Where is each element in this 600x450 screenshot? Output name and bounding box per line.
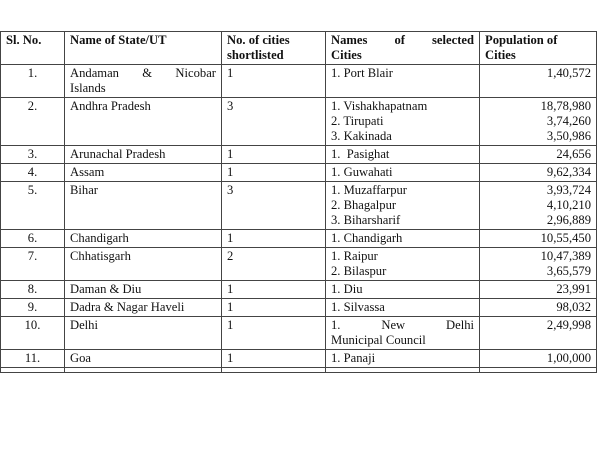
table-row (1, 281, 597, 299)
population-cell: 10,55,450 (480, 230, 597, 248)
header-population (480, 32, 597, 65)
partial-cell (222, 368, 326, 373)
cities-cell (326, 317, 480, 350)
cities-cell: 1. Chandigarh (326, 230, 480, 248)
table-row (1, 230, 597, 248)
count-cell: 1 (222, 230, 326, 248)
header-selected-cities (326, 32, 480, 65)
population-cell: 24,656 (480, 146, 597, 164)
count-cell: 1 (222, 317, 326, 350)
state-cell: Delhi (65, 317, 222, 350)
table-header-row (1, 32, 597, 65)
header-count-line2: shortlisted (227, 48, 284, 62)
cities-cell: 1. Guwahati (326, 164, 480, 182)
table-row (1, 98, 597, 146)
cities-cell: 1. Diu (326, 281, 480, 299)
table-row (1, 182, 597, 230)
sl-cell: 8. (1, 281, 65, 299)
count-cell: 1 (222, 350, 326, 368)
population-cell: 18,78,980 3,74,260 3,50,986 (480, 98, 597, 146)
header-cities-count (222, 32, 326, 65)
table-row-partial (1, 368, 597, 373)
state-cell: Chhatisgarh (65, 248, 222, 281)
city-line2: Municipal Council (331, 333, 426, 347)
population-cell: 98,032 (480, 299, 597, 317)
city-line1: 1. New Delhi (331, 318, 474, 332)
state-line1: Andaman & Nicobar (70, 66, 216, 80)
table-row (1, 248, 597, 281)
count-cell: 3 (222, 182, 326, 230)
state-cell: Bihar (65, 182, 222, 230)
cities-cell: 1. Port Blair (326, 65, 480, 98)
sl-cell: 7. (1, 248, 65, 281)
table-row (1, 299, 597, 317)
cities-cell: 1. Silvassa (326, 299, 480, 317)
state-line2: Islands (70, 81, 106, 95)
population-cell: 2,49,998 (480, 317, 597, 350)
header-sl-no: Sl. No. (1, 32, 65, 65)
state-cell: Goa (65, 350, 222, 368)
state-cell: Daman & Diu (65, 281, 222, 299)
population-cell: 10,47,389 3,65,579 (480, 248, 597, 281)
header-pop-line1: Population of (485, 33, 558, 47)
population-cell: 9,62,334 (480, 164, 597, 182)
sl-cell: 3. (1, 146, 65, 164)
sl-cell: 10. (1, 317, 65, 350)
table-row (1, 65, 597, 98)
partial-cell (65, 368, 222, 373)
count-cell: 1 (222, 146, 326, 164)
header-state-name: Name of State/UT (65, 32, 222, 65)
header-names-line1: Names of selected (331, 33, 474, 47)
table-row (1, 350, 597, 368)
table-row (1, 146, 597, 164)
partial-cell (1, 368, 65, 373)
sl-cell: 6. (1, 230, 65, 248)
count-cell: 1 (222, 299, 326, 317)
state-cell (65, 65, 222, 98)
population-cell: 1,40,572 (480, 65, 597, 98)
partial-cell (480, 368, 597, 373)
cities-cell: 1. Raipur 2. Bilaspur (326, 248, 480, 281)
population-cell: 23,991 (480, 281, 597, 299)
count-cell: 1 (222, 281, 326, 299)
cities-cell: 1. Vishakhapatnam 2. Tirupati 3. Kakinada (326, 98, 480, 146)
count-cell: 3 (222, 98, 326, 146)
state-cell: Assam (65, 164, 222, 182)
state-cell: Arunachal Pradesh (65, 146, 222, 164)
table-row (1, 164, 597, 182)
table-row (1, 317, 597, 350)
header-pop-line2: Cities (485, 48, 516, 62)
cities-cell: 1. Muzaffarpur 2. Bhagalpur 3. Biharsharif (326, 182, 480, 230)
cities-cell: 1. Pasighat (326, 146, 480, 164)
partial-cell (326, 368, 480, 373)
count-cell: 1 (222, 65, 326, 98)
cities-table-container (0, 31, 596, 373)
count-cell: 1 (222, 164, 326, 182)
sl-cell: 11. (1, 350, 65, 368)
sl-cell: 5. (1, 182, 65, 230)
sl-cell: 2. (1, 98, 65, 146)
sl-cell: 4. (1, 164, 65, 182)
state-cell: Dadra & Nagar Haveli (65, 299, 222, 317)
header-names-line2: Cities (331, 48, 362, 62)
header-count-line1: No. of cities (227, 33, 290, 47)
state-cell: Andhra Pradesh (65, 98, 222, 146)
sl-cell: 9. (1, 299, 65, 317)
cities-table (0, 31, 597, 373)
population-cell: 1,00,000 (480, 350, 597, 368)
state-cell: Chandigarh (65, 230, 222, 248)
population-cell: 3,93,724 4,10,210 2,96,889 (480, 182, 597, 230)
count-cell: 2 (222, 248, 326, 281)
sl-cell: 1. (1, 65, 65, 98)
cities-cell: 1. Panaji (326, 350, 480, 368)
